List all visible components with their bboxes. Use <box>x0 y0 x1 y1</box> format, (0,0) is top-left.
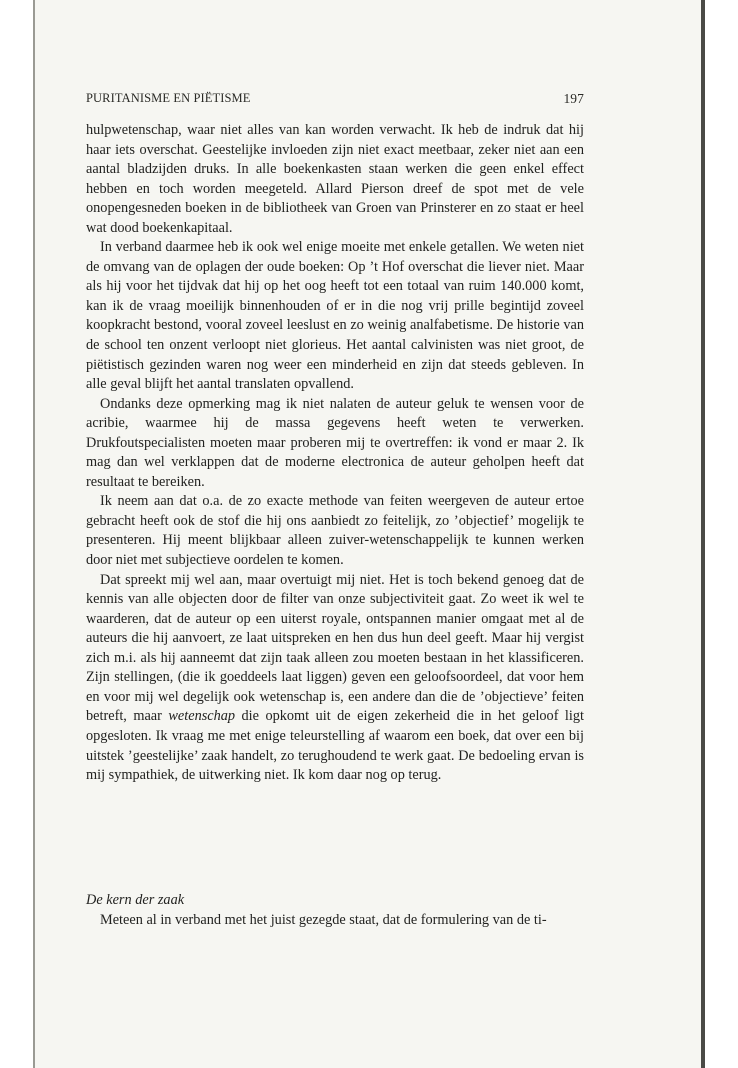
section-heading: De kern der zaak <box>86 892 185 908</box>
section-body <box>86 911 584 931</box>
paragraph-1: hulpwetenschap, waar niet alles van kan worden verwacht. Ik heb de indruk dat hij haar iets overschat. Geestelijke invloeden zijn niet exact meetbaar, zeker niet aan een aantal bladzijden druks. In alle boekenkasten staan werken die geen enkel effect hebben en toch worden meegeteld. Allard Pierson dreef de spot met de vele onopengesneden boeken in de bibliotheek van Groen van Prinsterer en zo staat er heel wat dood boekenkapitaal. <box>86 122 584 236</box>
right-margin <box>705 0 738 1068</box>
running-title: PURITANISME EN PIËTISME <box>86 91 251 105</box>
left-page-edge <box>0 0 34 1068</box>
paragraph-5-part-2: die opkomt uit de eigen zekerheid die in het geloof ligt opgesloten. Ik vraag me met enige teleurstelling af waarom een boek, dat over een bij uitstek ’geestelijke’ zaak handelt, zo terughoudend te werk gaat. De bedoeling ervan is mij sympathiek, de uitwerking niet. Ik kom daar nog op terug. <box>86 708 584 784</box>
paragraph-4: Ik neem aan dat o.a. de zo exacte methode van feiten weergeven de auteur ertoe gebracht heeft ook de stof die hij ons aanbiedt zo feitelijk, zo ’objectief’ mogelijk te presenteren. Hij meent blijkbaar alleen zuiver-wetenschappelijk te kunnen werken door niet met subjectieve oordelen te komen. <box>86 493 584 569</box>
paragraph-2: In verband daarmee heb ik ook wel enige moeite met enkele getallen. We weten niet de omvang van de oplagen der oude boeken: Op ’t Hof overschat die liever niet. Maar als hij voor het tijdvak dat hij op het oog heeft tot een totaal van ruim 140.000 komt, kan ik de vraag moeilijk binnenhouden of er in die nog vrij prille begintijd zoveel koopkracht bestond, vooral zoveel leeslust en zo weinig analfabetisme. De historie van de school ten onzent verloopt niet glorieus. Het aantal calvinisten was niet groot, de piëtistisch gezinden waren nog weer een minderheid en zijn dat steeds gebleven. In alle geval blijft het aantal translaten opvallend. <box>86 239 584 393</box>
paragraph-5-emphasis: wetenschap <box>168 708 236 725</box>
paragraph-5 <box>86 571 584 786</box>
left-binding-line <box>33 0 35 1068</box>
page-number: 197 <box>563 91 584 106</box>
paragraph-5-part-1: Dat spreekt mij wel aan, maar overtuigt mij niet. Het is toch bekend genoeg dat de kennis van alle objecten door de filter van onze subjectiviteit gaat. Zo weet ik wel te waarderen, dat de auteur op een uiterst royale, ontspannen manier omgaat met al de auteurs die hij aanvoert, ze laat uitspreken en hen dus hun deel geeft. Maar hij vergist zich m.i. als hij aanneemt dat zijn taak alleen zou moeten bestaan in het klassificeren. Zijn stellingen, (die ik goeddeels laat liggen) geven een geloofsoordeel, dat voor hem en voor mij wel degelijk ook wetenschap is, een andere dan die de ’objectieve’ feiten betreft, maar <box>86 571 584 725</box>
paragraph-3: Ondanks deze opmerking mag ik niet nalaten de auteur geluk te wensen voor de acribie, waarmee hij de massa gegevens heeft weten te verwerken. Drukfoutspecialisten moeten maar proberen mij te overtreffen: ik vond er maar 2. Ik mag dan wel verklappen dat de moderne electronica de auteur geholpen heeft dat resultaat te bereiken. <box>86 395 584 490</box>
section-first-line: Meteen al in verband met het juist gezegde staat, dat de formulering van de ti- <box>100 912 547 928</box>
body-text <box>86 121 584 786</box>
